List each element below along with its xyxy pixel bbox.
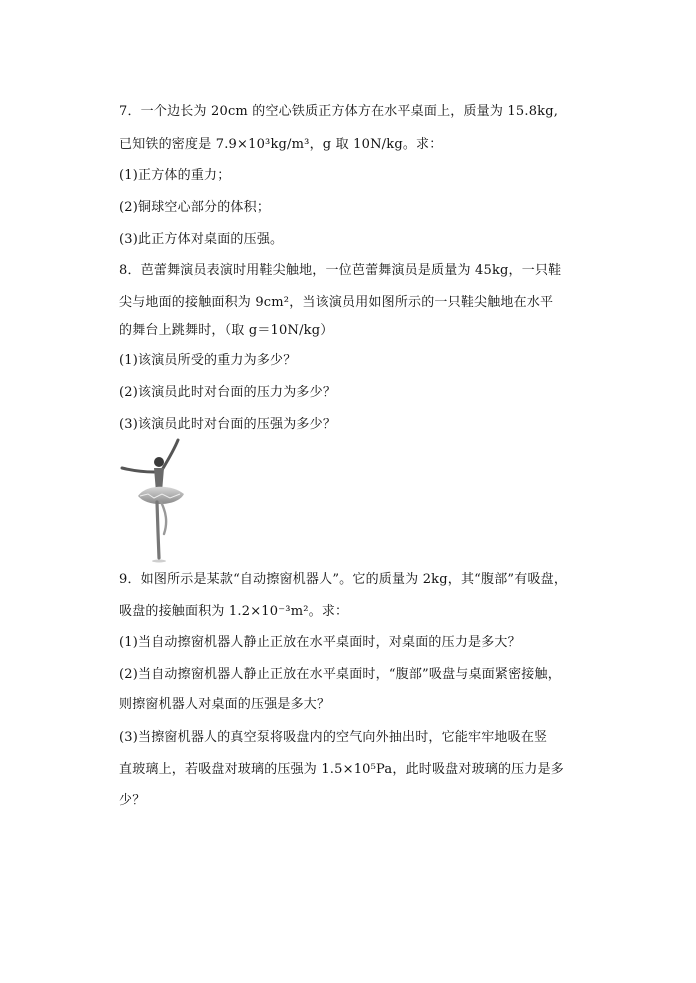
q8-sub-question-2: (2)该演员此时对台面的压力为多少？ [119,385,337,400]
q8-stem-line-3: 的舞台上跳舞时，（取 g＝10N/kg） [119,323,334,338]
q7-sub-question-1: (1)正方体的重力； [119,168,231,183]
q8-stem-line-2: 尖与地面的接触面积为 9cm²，当该演员用如图所示的一只鞋尖触地在水平 [119,295,554,310]
q9-sub-question-3-end: 少？ [119,793,146,808]
q8-sub-question-3: (3)该演员此时对台面的压强为多少？ [119,417,337,432]
q8-sub-question-1: (1)该演员所受的重力为多少？ [119,353,297,368]
q9-sub-question-2-cont: 则擦窗机器人对桌面的压强是多大？ [119,697,331,712]
q7-sub-question-3: (3)此正方体对桌面的压强。 [119,232,284,247]
q8-stem-line-1: 8．芭蕾舞演员表演时用鞋尖触地，一位芭蕾舞演员是质量为 45kg，一只鞋 [119,263,562,278]
q7-sub-question-2: (2)铜球空心部分的体积； [119,200,271,215]
q9-sub-question-3-cont: 直玻璃上，若吸盘对玻璃的压强为 1.5×10⁵Pa，此时吸盘对玻璃的压力是多 [119,762,564,777]
q9-sub-question-1: (1)当自动擦窗机器人静止正放在水平桌面时，对桌面的压力是多大？ [119,635,521,650]
q7-stem-line-1: 7．一个边长为 20cm 的空心铁质正方体方在水平桌面上，质量为 15.8kg, [119,104,559,119]
q9-stem-line-2: 吸盘的接触面积为 1.2×10⁻³m²。求： [119,604,349,619]
q9-stem-line-1: 9．如图所示是某款“自动擦窗机器人”。它的质量为 2kg，其“腹部”有吸盘， [119,572,568,587]
q9-sub-question-2: (2)当自动擦窗机器人静止正放在水平桌面时，“腹部”吸盘与桌面紧密接触， [119,667,561,682]
q7-stem-line-2: 已知铁的密度是 7.9×10³kg/m³，g 取 10N/kg。求： [119,137,443,152]
q9-sub-question-3: (3)当擦窗机器人的真空泵将吸盘内的空气向外抽出时，它能牢牢地吸在竖 [119,730,548,745]
ballerina-figure [118,436,198,564]
